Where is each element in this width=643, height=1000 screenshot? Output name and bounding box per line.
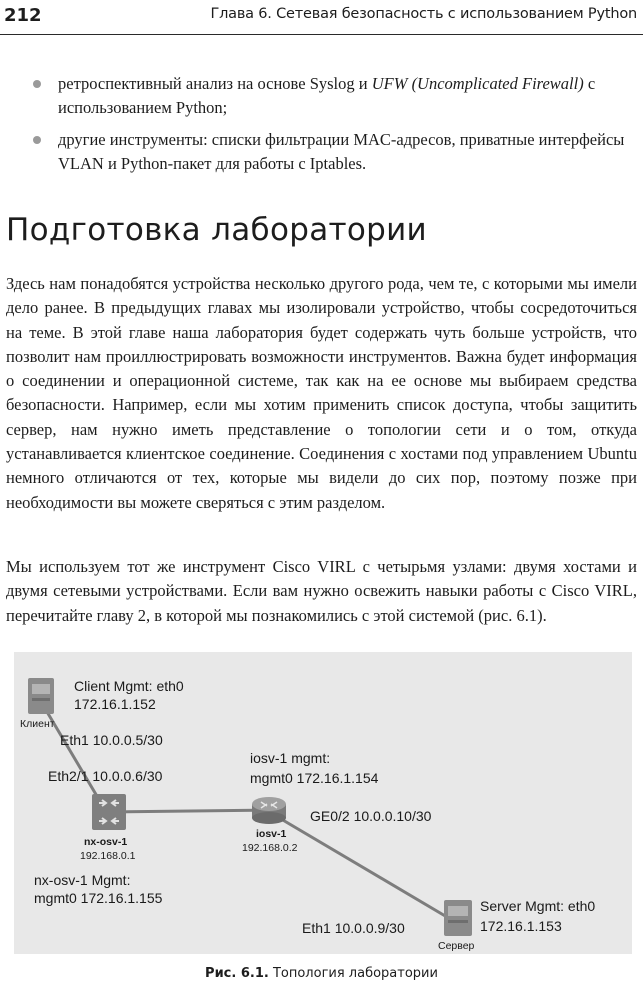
page-header [0,0,643,35]
bullet-item [30,128,640,176]
client-name-label: Клиент [20,718,55,730]
section-title: Подготовка лаборатории [6,212,427,248]
bullet-text: ретроспективный анализ на основе Syslog и [58,74,372,93]
bullet-text-tail: с использованием Python; [58,74,596,117]
client-eth-label: Eth1 10.0.0.5/30 [60,732,163,748]
page-number: 212 [4,5,42,26]
iosv-mgmt-label: iosv-1 mgmt: [250,750,331,766]
bullet-dot-icon [33,80,41,88]
server-name-label: Сервер [438,940,475,952]
bullet-item [30,72,640,120]
caption-text: Топология лаборатории [268,966,438,981]
caption-number: Рис. 6.1. [205,966,269,981]
server-eth-label: Eth1 10.0.0.9/30 [302,920,405,936]
bullet-dot-icon [33,136,41,144]
bullet-list [30,72,640,184]
topology-figure [14,652,632,954]
iosv-mgmt-ip-label: mgmt0 172.16.1.154 [250,770,379,786]
client-host-icon [28,678,54,714]
nxosv-mgmt-label: nx-osv-1 Mgmt: [34,872,131,888]
paragraph-1: Здесь нам понадобятся устройства несколько другого рода, чем те, с которыми мы имели дело ранее. В предыдущих главах мы изолировали устройство, чтобы сосредоточиться на теме. В этой главе наша лаборатория будет содержать чуть больше устройств, что позволит нам проиллюстрировать возможности инструментов. Важна будет информация о соединении и операционной системе, так как на ее основе мы выбираем средства безопасности. Например, если мы хотим применить список доступа, чтобы защитить сервер, нам нужно иметь представление о топологии сети и о том, откуда устанавливается клиентское соединение. Соединения с хостами под управлением Ubuntu немного отличаются от тех, которые мы видели до сих пор, поэтому позже при необходимости вы можете сверяться с этим разделом. [6,274,637,512]
figure-caption [0,966,643,981]
server-host-icon [444,900,472,936]
running-title: Глава 6. Сетевая безопасность с использованием Python [210,6,637,22]
link-iosv-server [276,816,452,920]
link-client-nxosv [40,700,104,808]
switch-icon [92,794,126,830]
nxosv-name-label: nx-osv-1 [84,836,128,848]
nxosv-mgmt-ip-label: mgmt0 172.16.1.155 [34,890,163,906]
bullet-emphasis: UFW (Uncomplicated Firewall) [371,74,584,93]
router-icon [252,797,286,824]
bullet-text: другие инструменты: списки фильтрации MAC-адресов, приватные интерфейсы VLAN и Python-пакет для работы с Iptables. [58,130,625,173]
link-nxosv-iosv [112,810,270,812]
nxosv-ip-label: 192.168.0.1 [80,850,136,862]
client-mgmt-label: Client Mgmt: eth0 [74,678,184,694]
server-mgmt-label: Server Mgmt: eth0 [480,898,596,914]
nxosv-eth-label: Eth2/1 10.0.0.6/30 [48,768,163,784]
server-ip-label: 172.16.1.153 [480,918,562,934]
paragraph-2: Мы используем тот же инструмент Cisco VIRL с четырьмя узлами: двумя хостами и двумя сетевыми устройствами. Если вам нужно освежить навыки работы с Cisco VIRL, перечитайте главу 2, в которой мы познакомились с этой системой (рис. 6.1). [6,557,637,625]
iosv-ip-label: 192.168.0.2 [242,842,298,854]
iosv-name-label: iosv-1 [256,828,287,840]
iosv-ge-label: GE0/2 10.0.0.10/30 [310,808,432,824]
client-ip-label: 172.16.1.152 [74,696,156,712]
